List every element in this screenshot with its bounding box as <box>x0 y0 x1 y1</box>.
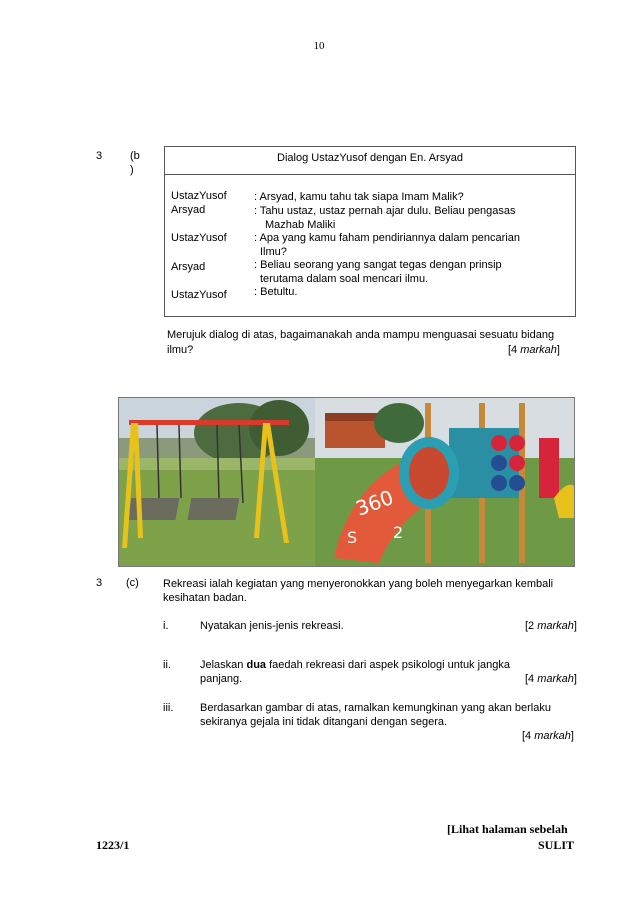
question-3b-part-close: ) <box>130 164 134 176</box>
question-3c-number: 3 <box>96 577 103 589</box>
subquestion-text: Nyatakan jenis-jenis rekreasi. <box>200 620 344 632</box>
subquestion-text-continued: panjang. <box>200 673 243 685</box>
subquestion-text: Berdasarkan gambar di atas, ramalkan kemungkinan yang akan berlaku <box>200 702 551 714</box>
question-3b-number: 3 <box>96 150 103 162</box>
see-next-page: [Lihat halaman sebelah <box>447 822 568 836</box>
subquestion-number: iii. <box>163 702 174 714</box>
subquestion-text: Jelaskan dua faedah rekreasi dari aspek psikologi untuk jangka <box>200 659 511 671</box>
question-3b-part: (b <box>130 150 140 162</box>
paper-code: 1223/1 <box>96 838 130 852</box>
svg-text:S: S <box>347 528 358 547</box>
dialog-speaker: UstazYusof <box>171 190 227 202</box>
marks-label: [4 markah] <box>522 730 574 742</box>
dialog-text-continued: Ilmu? <box>260 246 287 258</box>
dialog-speaker: UstazYusof <box>171 289 227 301</box>
dialog-speaker: Arsyad <box>171 204 206 216</box>
dialog-title: Dialog UstazYusof dengan En. Arsyad <box>165 147 575 175</box>
dialog-text-continued: terutama dalam soal mencari ilmu. <box>260 273 429 285</box>
playground-illustration <box>119 398 575 567</box>
dialog-text: : Arsyad, kamu tahu tak siapa Imam Malik? <box>254 191 464 203</box>
dialog-text: : Apa yang kamu faham pendiriannya dalam pencarian <box>254 232 521 244</box>
dialog-text: : Tahu ustaz, ustaz pernah ajar dulu. Beliau pengasas <box>254 205 516 217</box>
classification-label: SULIT <box>538 838 575 852</box>
dialog-text-continued: Mazhab Maliki <box>265 219 336 231</box>
question-3b-text-continued: ilmu? <box>167 344 194 356</box>
playground-photo <box>118 397 575 567</box>
dialog-speaker: Arsyad <box>171 261 206 273</box>
question-3b-text: Merujuk dialog di atas, bagaimanakah anda mampu menguasai sesuatu bidang <box>167 329 555 341</box>
question-3c-intro: Rekreasi ialah kegiatan yang menyeronokkan yang boleh menyegarkan kembali <box>163 578 554 590</box>
dialog-speaker: UstazYusof <box>171 232 227 244</box>
question-3c-intro-continued: kesihatan badan. <box>163 592 247 604</box>
subquestion-text-continued: sekiranya gejala ini tidak ditangani dengan segera. <box>200 716 448 728</box>
subquestion-number: i. <box>163 620 169 632</box>
svg-text:360: 360 <box>352 485 397 521</box>
dialog-text: : Beliau seorang yang sangat tegas dengan prinsip <box>254 259 502 271</box>
marks-label: [4 markah] <box>508 344 560 356</box>
subquestion-number: ii. <box>163 659 171 671</box>
page-number: 10 <box>313 40 325 52</box>
dialog-text: : Betultu. <box>254 286 298 298</box>
marks-label: [4 markah] <box>525 673 577 685</box>
swing-set-image <box>119 398 315 567</box>
svg-text:2: 2 <box>393 523 404 542</box>
question-3c-part: (c) <box>126 577 139 589</box>
marks-label: [2 markah] <box>525 620 577 632</box>
